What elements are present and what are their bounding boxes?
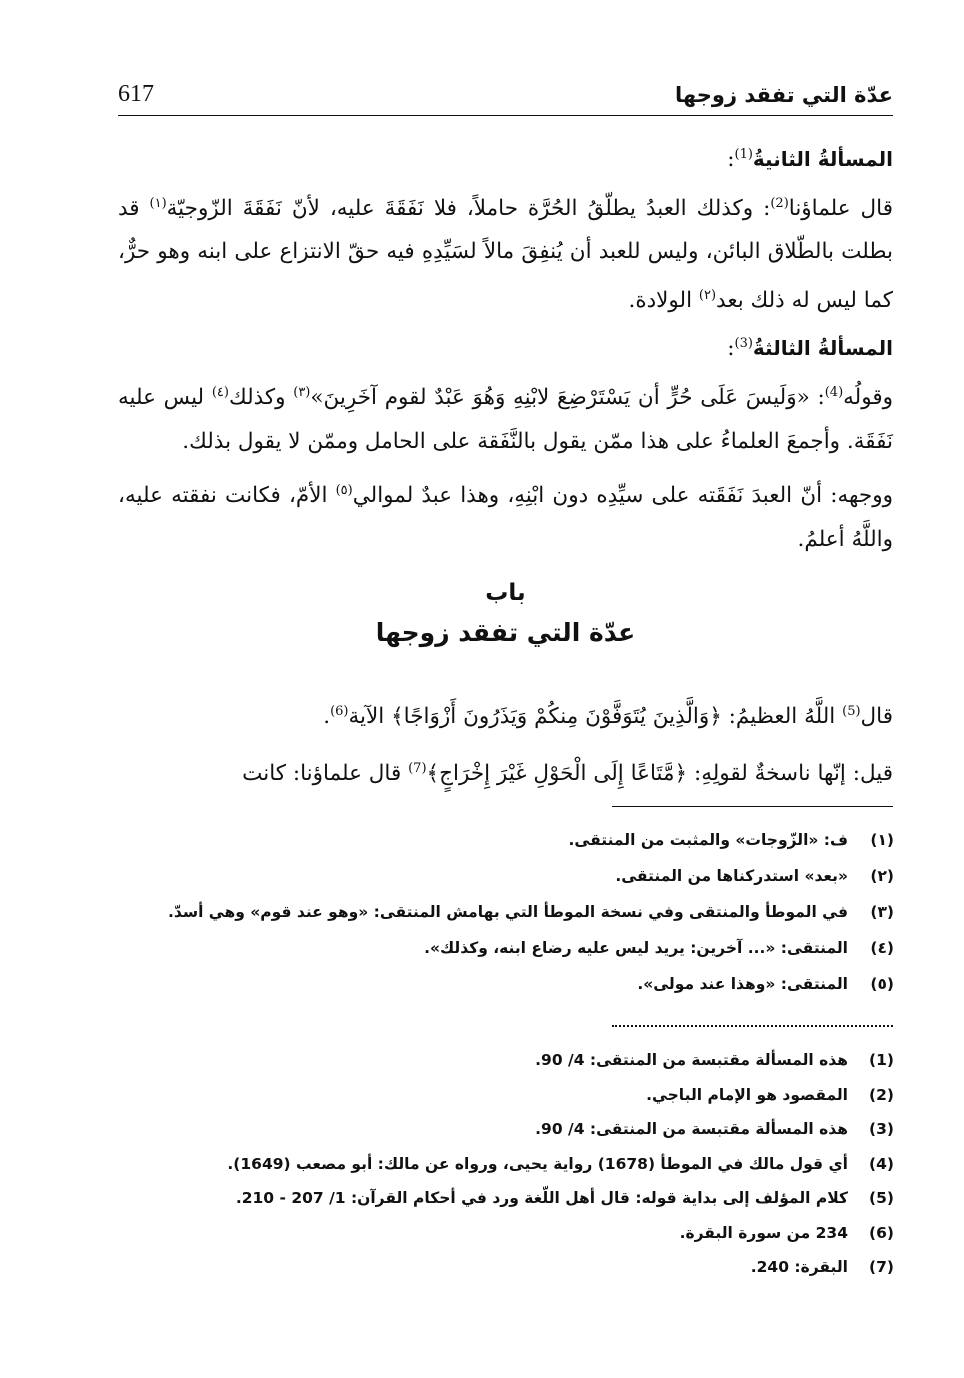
footnote-item bbox=[114, 1181, 894, 1216]
verse-footnote-ref-1: (5) bbox=[842, 704, 861, 719]
chapter-label: باب bbox=[485, 580, 526, 606]
q3-heading-text: المسألةُ الثالثةُ bbox=[752, 336, 893, 361]
footnote-text: المقصود هو الإمام الباجي. bbox=[646, 1085, 848, 1104]
footnotes-scholarly bbox=[114, 1043, 894, 1285]
footnote-item bbox=[114, 822, 894, 858]
verse-text-2: اللَّهُ العظيمُ: ﴿وَالَّذِينَ يُتَوَفَّوْنَ مِنكُمْ وَيَذَرُونَ أَزْوَاجًا﴾ الآية bbox=[348, 704, 843, 730]
footnote-item bbox=[114, 930, 894, 966]
footnote-number: (4) bbox=[869, 1154, 894, 1173]
q3-paragraph bbox=[118, 371, 893, 463]
footnote-text: أي قول مالك في الموطأ (1678) رواية يحيى، ورواه عن مالك: أبو مصعب (1649). bbox=[227, 1154, 848, 1173]
footnote-number: (5) bbox=[869, 1189, 894, 1207]
footnote-number: (7) bbox=[869, 1258, 894, 1276]
q2-paragraph bbox=[118, 182, 893, 323]
footnote-number: (6) bbox=[869, 1223, 894, 1242]
footnote-item bbox=[114, 1216, 894, 1251]
chapter-title: عدّة التي تفقد زوجها bbox=[375, 618, 636, 647]
q3-footnote-ref-1: (4) bbox=[824, 385, 844, 401]
page-number: 617 bbox=[118, 81, 154, 107]
footnote-item bbox=[114, 1147, 894, 1182]
q3-text-4: ليس عليه نَفَقَة. وأجمعَ العلماءُ على هذا ممّن يقول بالنَّفَقة على الحامل وممّن لا يقول بذلك. bbox=[118, 385, 893, 454]
footnote-number: (٥) bbox=[870, 975, 894, 993]
q2-heading bbox=[118, 133, 893, 182]
verse-text-1: قال bbox=[860, 704, 893, 730]
q3-footnote-ref-2: (٣) bbox=[293, 385, 311, 401]
footnote-number: (1) bbox=[869, 1051, 894, 1069]
running-title: عدّة التي تفقد زوجها bbox=[675, 83, 893, 107]
footnote-dotted-separator bbox=[612, 1025, 893, 1027]
abrogation-line bbox=[118, 743, 893, 800]
q2-footnote-ref-2: (١) bbox=[149, 195, 167, 211]
footnote-item bbox=[114, 858, 894, 894]
q3-reason-text-1: ووجهه: أنّ العبدَ نَفَقَته على سيِّدِه دون ابْنِهِ، وهذا عبدٌ لموالي bbox=[352, 483, 893, 509]
q3-heading bbox=[118, 322, 893, 371]
q3-text-3: وكذلك bbox=[228, 385, 294, 411]
q2-footnote-ref-1: (2) bbox=[770, 195, 789, 211]
footnote-number: (2) bbox=[869, 1085, 894, 1104]
main-text bbox=[118, 133, 893, 561]
footnote-number: (٢) bbox=[870, 867, 894, 885]
q2-footnote-ref-3: (٢) bbox=[698, 287, 717, 303]
page-header bbox=[118, 83, 893, 116]
footnote-item bbox=[114, 894, 894, 930]
footnote-text: المنتقى: «... آخرين: يريد ليس عليه رضاع ابنه، وكذلك». bbox=[424, 939, 848, 957]
q2-heading-text: المسألةُ الثانيةُ bbox=[752, 147, 893, 172]
verse-text-3: . bbox=[323, 704, 331, 730]
abrogation-footnote-ref: (7) bbox=[408, 761, 427, 777]
footnote-text: ف: «الزّوجات» والمثبت من المنتقى. bbox=[568, 831, 848, 849]
footnote-item bbox=[114, 966, 894, 1002]
q3-heading-colon: : bbox=[727, 336, 735, 362]
footnote-text: هذه المسألة مقتبسة من المنتقى: 4/ 90. bbox=[535, 1120, 848, 1138]
q3-reason bbox=[118, 469, 893, 561]
chapter-text bbox=[118, 686, 893, 800]
verse-footnote-ref-2: (6) bbox=[330, 704, 349, 719]
footnote-item bbox=[114, 1250, 894, 1285]
footnote-text: البقرة: 240. bbox=[750, 1258, 848, 1276]
footnote-number: (١) bbox=[870, 831, 894, 849]
verse-line bbox=[118, 686, 893, 743]
footnote-text: «بعد» استدركناها من المنتقى. bbox=[615, 867, 848, 885]
footnote-text: كلام المؤلف إلى بداية قوله: قال أهل اللّغة ورد في أحكام القرآن: 1/ 207 - 210. bbox=[235, 1189, 848, 1207]
q3-footnote-ref-3: (٤) bbox=[211, 385, 229, 401]
footnote-text: 234 من سورة البقرة. bbox=[679, 1223, 848, 1242]
footnote-text: هذه المسألة مقتبسة من المنتقى: 4/ 90. bbox=[535, 1051, 848, 1069]
footnotes-editorial bbox=[114, 822, 894, 1002]
footnote-item bbox=[114, 1078, 894, 1113]
abrogation-text-2: قال علماؤنا: كانت bbox=[242, 761, 409, 787]
footnote-text: في الموطأ والمنتقى وفي نسخة الموطأ التي بهامش المنتقى: «وهو عند قوم» وهي أسدّ. bbox=[167, 903, 848, 921]
footnote-item bbox=[114, 1112, 894, 1147]
q2-text-3: قد بطلت بالطّلاق البائن، وليس للعبد أن يُنفِقَ مالاً لسَيِّدِهِ فيه حقّ الانتزاع على ابنه وهو حرٌّ، كما ليس له ذلك بعد bbox=[118, 195, 893, 313]
q3-heading-footnote-ref: (3) bbox=[734, 336, 753, 352]
q3-text-2: : «وَلَيسَ عَلَى حُرٍّ أن يَسْتَرْضِعَ لابْنِهِ وَهُوَ عَبْدٌ لقوم آخَرِينَ» bbox=[310, 385, 825, 411]
q3-reason-text-2: الأمّ، فكانت نفقته عليه، واللَّهُ أعلمُ. bbox=[118, 483, 893, 552]
footnote-number: (٤) bbox=[870, 939, 894, 957]
footnote-divider bbox=[612, 806, 893, 807]
footnote-text: المنتقى: «وهذا عند مولى». bbox=[637, 975, 848, 993]
abrogation-text-1: قيل: إنّها ناسخةٌ لقولِهِ: ﴿مَّتَاعًا إِلَى الْحَوْلِ غَيْرَ إِخْرَاجٍ﴾ bbox=[426, 761, 893, 787]
q2-text-1: قال علماؤنا bbox=[788, 195, 893, 221]
q3-reason-footnote-ref: (٥) bbox=[335, 483, 353, 499]
q2-heading-footnote-ref: (1) bbox=[734, 147, 753, 162]
q3-text-1: وقولُه bbox=[843, 385, 893, 411]
footnote-item bbox=[114, 1043, 894, 1078]
footnote-number: (٣) bbox=[870, 903, 894, 921]
q2-text-4: الولادة. bbox=[628, 287, 699, 313]
footnote-number: (3) bbox=[869, 1120, 894, 1138]
q2-heading-colon: : bbox=[727, 147, 735, 173]
q2-text-2: : وكذلك العبدُ يطلّقُ الحُرَّة حاملاً، فلا نَفَقَةَ عليه، لأنّ نَفَقَةَ الزّوجيّة bbox=[166, 195, 771, 221]
